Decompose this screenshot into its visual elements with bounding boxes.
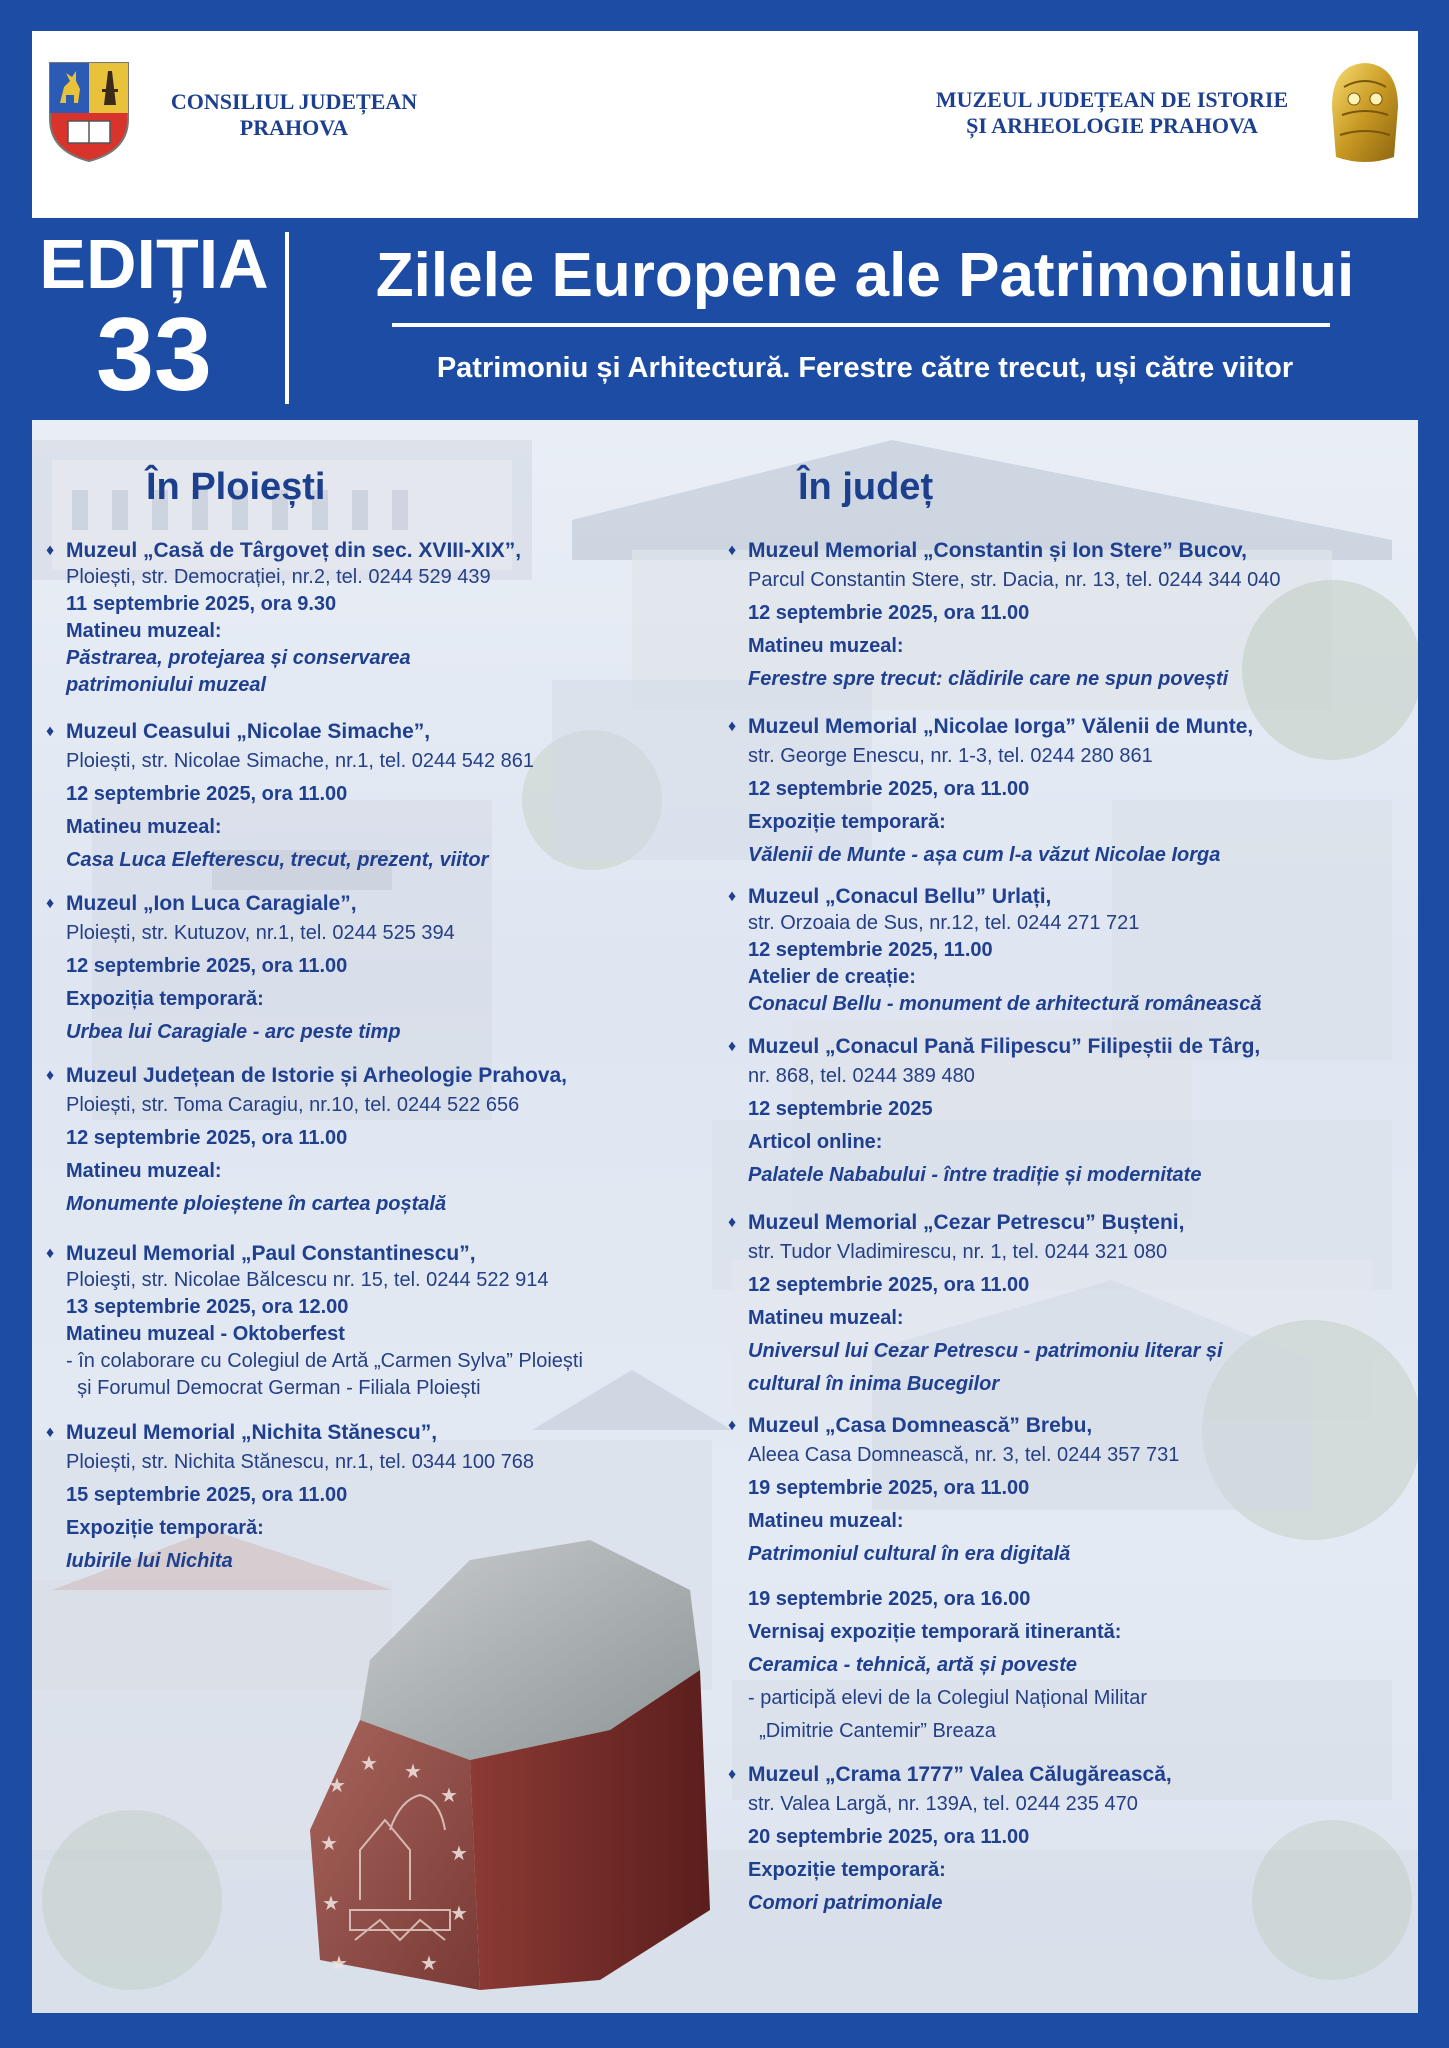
diamond-bullet-icon: ♦	[46, 723, 55, 740]
museum-name: Muzeul Memorial „Cezar Petrescu” Bușteni,	[748, 1211, 1185, 1234]
diamond-bullet-icon: ♦	[728, 718, 737, 735]
museum-address: Aleea Casa Domnească, nr. 3, tel. 0244 357 731	[748, 1444, 1180, 1466]
svg-text:★: ★	[440, 1783, 458, 1807]
event-title: cultural în inima Bucegilor	[748, 1373, 1000, 1395]
list-item	[726, 1034, 1416, 1192]
museum-name: Muzeul Memorial „Paul Constantinescu”,	[66, 1242, 476, 1265]
svg-text:★: ★	[322, 1891, 340, 1915]
museum-address: str. Orzoaia de Sus, nr.12, tel. 0244 271 721	[748, 912, 1140, 934]
event-date: 12 septembrie 2025, ora 11.00	[748, 602, 1030, 624]
list-item	[44, 1063, 724, 1221]
diamond-bullet-icon: ♦	[728, 1766, 737, 1783]
list-item	[44, 719, 724, 877]
event-date: 15 septembrie 2025, ora 11.00	[66, 1484, 348, 1506]
event-type: Matineu muzeal:	[748, 1307, 904, 1329]
event-type: Expoziție temporară:	[748, 1859, 946, 1881]
museum-address: Ploiești, str. Nicolae Simache, nr.1, tel. 0244 542 861	[66, 750, 535, 772]
event-date: 20 septembrie 2025, ora 11.00	[748, 1826, 1030, 1848]
edition-label: EDIȚIA	[39, 225, 269, 303]
event-title: Iubirile lui Nichita	[66, 1550, 233, 1572]
event-title: Universul lui Cezar Petrescu - patrimoniu literar și	[748, 1340, 1223, 1362]
diamond-bullet-icon: ♦	[728, 542, 737, 559]
museum-name: Muzeul Județean de Istorie și Arheologie Prahova,	[66, 1064, 568, 1087]
diamond-bullet-icon: ♦	[728, 1038, 737, 1055]
event-type: Matineu muzeal:	[66, 816, 222, 838]
event-title: Conacul Bellu - monument de arhitectură românească	[748, 993, 1262, 1015]
museum-address: str. Tudor Vladimirescu, nr. 1, tel. 0244 321 080	[748, 1241, 1168, 1263]
event-type: Matineu muzeal:	[66, 1160, 222, 1182]
museum-name: Muzeul „Crama 1777” Valea Călugărească,	[748, 1763, 1172, 1786]
left-column	[44, 538, 724, 1578]
svg-text:★: ★	[328, 1773, 346, 1797]
museum-address: nr. 868, tel. 0244 389 480	[748, 1065, 975, 1087]
event-date: 12 septembrie 2025, ora 11.00	[748, 1274, 1030, 1296]
event-title: patrimoniului muzeal	[66, 674, 267, 696]
header-banner	[32, 31, 1418, 218]
event-type: Matineu muzeal:	[748, 1510, 904, 1532]
event-date: 13 septembrie 2025, ora 12.00	[66, 1296, 349, 1318]
diamond-bullet-icon: ♦	[46, 1424, 55, 1441]
list-item	[726, 714, 1416, 872]
event-date: 11 septembrie 2025, ora 9.30	[66, 593, 337, 615]
list-item	[726, 1413, 1416, 1571]
diamond-bullet-icon: ♦	[46, 1245, 55, 1262]
event-type: Articol online:	[748, 1131, 883, 1153]
event-title: Patrimoniul cultural în era digitală	[748, 1543, 1071, 1565]
county-museum-name: MUZEUL JUDEȚEAN DE ISTORIE ȘI ARHEOLOGIE PRAHOVA	[935, 87, 1289, 138]
event-type: Matineu muzeal:	[748, 635, 904, 657]
event-title: Ceramica - tehnică, artă și poveste	[748, 1654, 1078, 1676]
event-title: Ferestre spre trecut: clădirile care ne spun povești	[748, 668, 1229, 690]
event-date: 12 septembrie 2025, ora 11.00	[748, 778, 1030, 800]
event-date: 12 septembrie 2025, ora 11.00	[66, 783, 348, 805]
event-title: Comori patrimoniale	[748, 1892, 943, 1914]
museum-name: Muzeul Ceasului „Nicolae Simache”,	[66, 720, 431, 743]
museum-name: Muzeul Memorial „Nicolae Iorga” Vălenii de Munte,	[748, 715, 1254, 738]
diamond-bullet-icon: ♦	[728, 1214, 737, 1231]
heritage-stone-cube-image	[300, 1530, 720, 2000]
event-note: - în colaborare cu Colegiul de Artă „Carmen Sylva” Ploiești	[66, 1350, 583, 1372]
list-item	[44, 891, 724, 1049]
event-title: Vălenii de Munte - așa cum l-a văzut Nicolae Iorga	[748, 844, 1221, 866]
svg-text:★: ★	[450, 1841, 468, 1865]
event-type: Atelier de creație:	[748, 966, 916, 988]
museum-address: Ploiești, str. Democrației, nr.2, tel. 0244 529 439	[66, 566, 491, 588]
svg-text:★: ★	[404, 1759, 422, 1783]
svg-text:★: ★	[450, 1901, 468, 1925]
event-title: Palatele Nababului - între tradiție și modernitate	[748, 1164, 1202, 1186]
event-note: și Forumul Democrat German - Filiala Ploiești	[66, 1377, 481, 1399]
event-date: 19 septembrie 2025, ora 11.00	[748, 1477, 1030, 1499]
event-type: Expoziție temporară:	[748, 811, 946, 833]
museum-address: Ploiești, str. Nichita Stănescu, nr.1, tel. 0344 100 768	[66, 1451, 535, 1473]
museum-address: Ploiești, str. Kutuzov, nr.1, tel. 0244 525 394	[66, 922, 455, 944]
list-item	[44, 1241, 724, 1402]
museum-address: str. Valea Largă, nr. 139A, tel. 0244 235 470	[748, 1793, 1138, 1815]
event-note: - participă elevi de la Colegiul Național Militar	[748, 1687, 1148, 1709]
event-title: Monumente ploieștene în cartea poștală	[66, 1193, 447, 1215]
prahova-county-coat-of-arms-icon	[46, 59, 132, 163]
museum-name: Muzeul Memorial „Nichita Stănescu”,	[66, 1421, 438, 1444]
event-type: Expoziție temporară:	[66, 1517, 264, 1539]
svg-text:★: ★	[360, 1751, 378, 1775]
museum-address: Parcul Constantin Stere, str. Dacia, nr. 13, tel. 0244 344 040	[748, 569, 1281, 591]
museum-address: str. George Enescu, nr. 1-3, tel. 0244 280 861	[748, 745, 1153, 767]
museum-name: Muzeul „Ion Luca Caragiale”,	[66, 892, 357, 915]
svg-text:★: ★	[420, 1951, 438, 1975]
event-date: 12 septembrie 2025, ora 11.00	[66, 955, 348, 977]
museum-name: Muzeul „Casă de Târgoveț din sec. XVIII-XIX”,	[66, 539, 522, 562]
event-title: Casa Luca Elefterescu, trecut, prezent, viitor	[66, 849, 489, 871]
gold-helmet-icon	[1322, 57, 1408, 175]
event-type: Matineu muzeal - Oktoberfest	[66, 1323, 345, 1345]
museum-name: Muzeul „Casa Domnească” Brebu,	[748, 1414, 1093, 1437]
svg-text:★: ★	[320, 1831, 338, 1855]
event-date: 12 septembrie 2025, ora 11.00	[66, 1127, 348, 1149]
event-date: 19 septembrie 2025, ora 16.00	[748, 1588, 1031, 1610]
event-note: „Dimitrie Cantemir” Breaza	[748, 1720, 996, 1742]
list-item	[726, 1210, 1416, 1401]
event-date: 12 septembrie 2025, 11.00	[748, 939, 993, 961]
list-item	[726, 538, 1416, 696]
diamond-bullet-icon: ♦	[46, 542, 55, 559]
right-column	[726, 538, 1416, 1920]
title-underline	[392, 323, 1330, 327]
museum-address: Ploiești, str. Toma Caragiu, nr.10, tel. 0244 522 656	[66, 1094, 520, 1116]
museum-name: Muzeul „Conacul Bellu” Urlați,	[748, 885, 1052, 908]
edition-number: 33	[96, 297, 212, 413]
list-item	[726, 884, 1416, 1018]
event-type: Vernisaj expoziție temporară itinerantă:	[748, 1621, 1122, 1643]
list-item	[726, 1583, 1416, 1748]
list-item	[44, 538, 724, 699]
vertical-divider	[285, 232, 289, 404]
county-council-name: CONSILIUL JUDEȚEAN PRAHOVA	[170, 89, 418, 140]
left-column-heading: În Ploiești	[146, 466, 326, 508]
museum-address: Ploieşti, str. Nicolae Bălcescu nr. 15, tel. 0244 522 914	[66, 1269, 549, 1291]
event-date: 12 septembrie 2025	[748, 1098, 933, 1120]
diamond-bullet-icon: ♦	[728, 888, 737, 905]
diamond-bullet-icon: ♦	[46, 895, 55, 912]
diamond-bullet-icon: ♦	[46, 1067, 55, 1084]
list-item	[726, 1762, 1416, 1920]
main-title: Zilele Europene ale Patrimoniului	[375, 241, 1355, 310]
museum-name: Muzeul Memorial „Constantin și Ion Stere” Bucov,	[748, 539, 1248, 562]
program-area	[32, 420, 1418, 2013]
event-title: Urbea lui Caragiale - arc peste timp	[66, 1021, 401, 1043]
museum-name: Muzeul „Conacul Pană Filipescu” Filipeștii de Târg,	[748, 1035, 1261, 1058]
subtitle: Patrimoniu și Arhitectură. Ferestre către trecut, uși către viitor	[436, 352, 1294, 384]
event-type: Expoziția temporară:	[66, 988, 264, 1010]
event-type: Matineu muzeal:	[66, 620, 222, 642]
event-title: Păstrarea, protejarea și conservarea	[66, 647, 411, 669]
svg-text:★: ★	[330, 1951, 348, 1975]
diamond-bullet-icon: ♦	[728, 1417, 737, 1434]
right-column-heading: În județ	[798, 466, 934, 508]
